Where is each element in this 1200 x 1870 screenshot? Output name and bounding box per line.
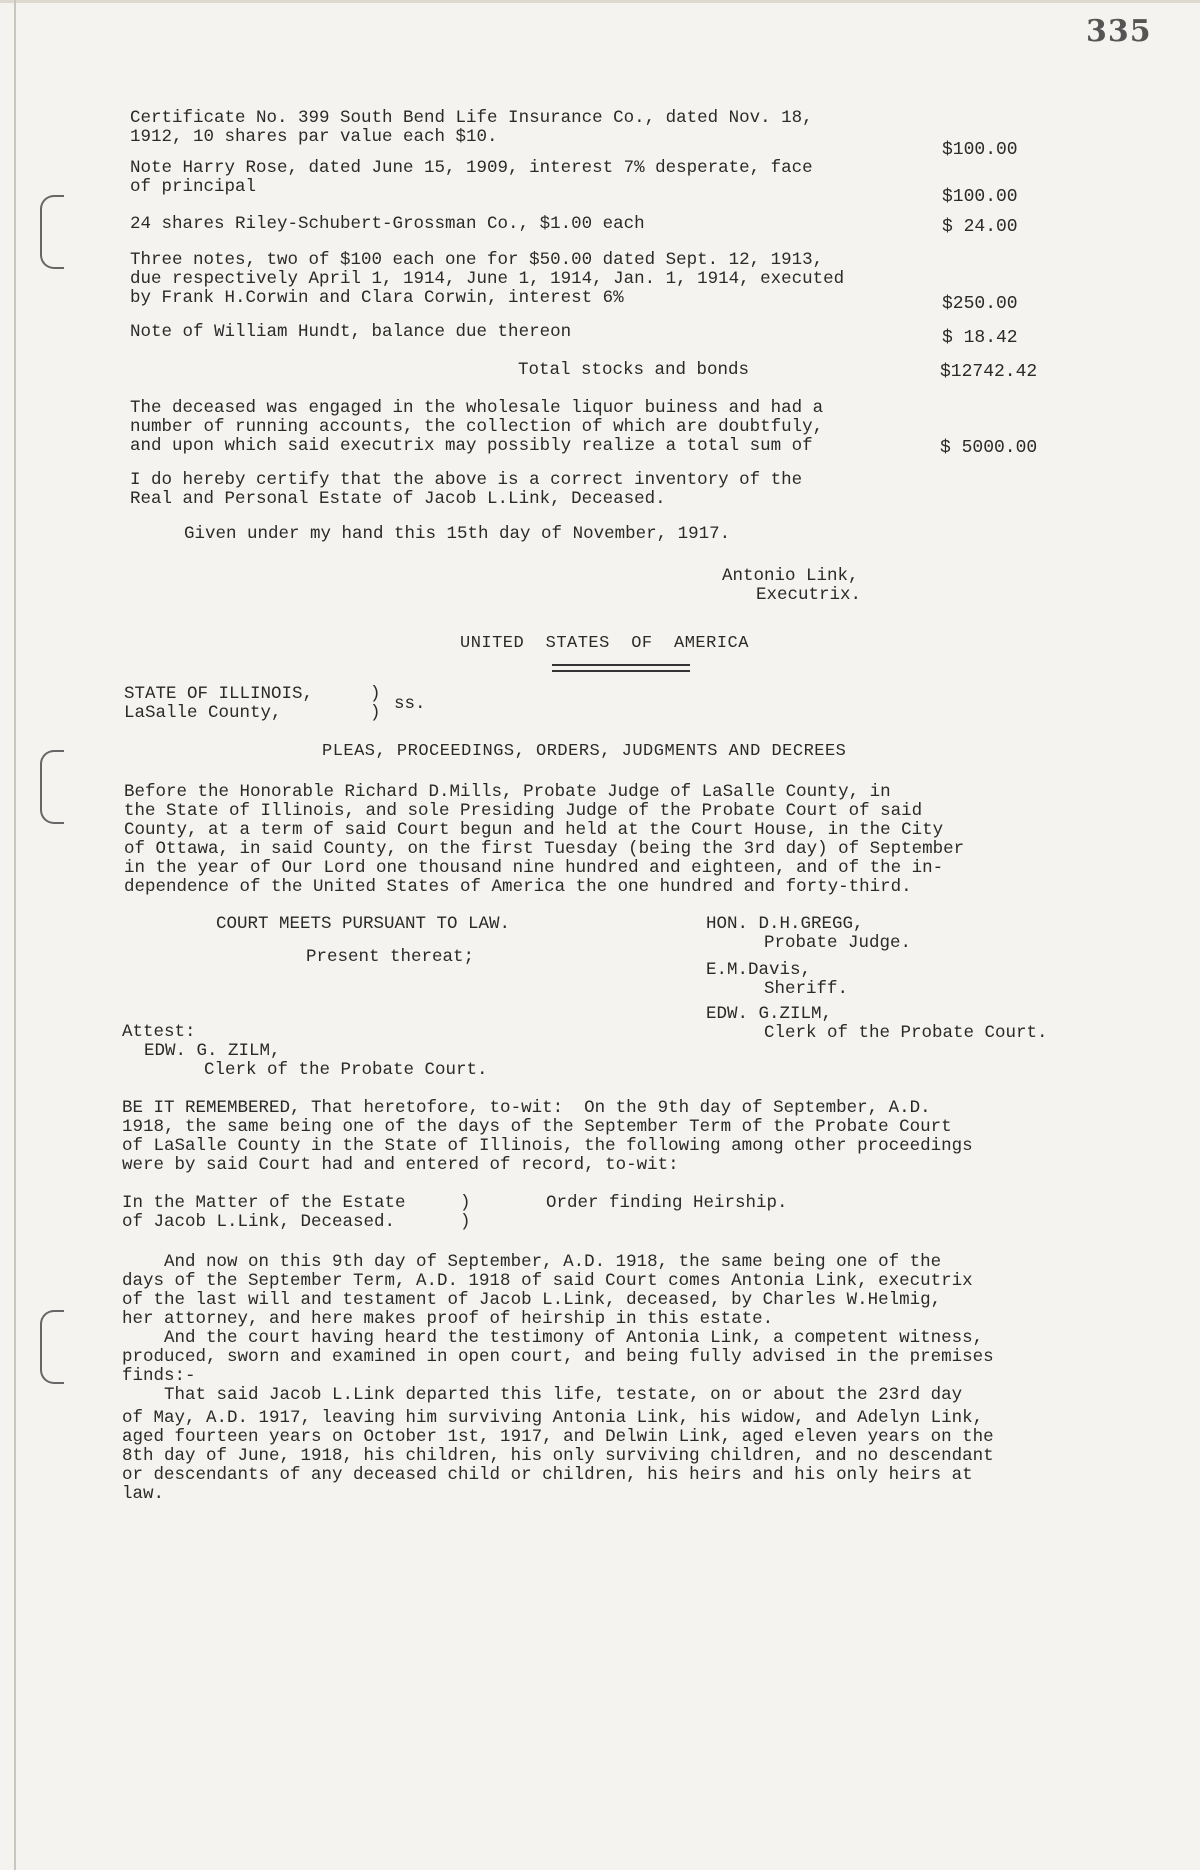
inventory-item-amount: $100.00 (942, 187, 1018, 207)
attest-title: Clerk of the Probate Court. (204, 1060, 488, 1080)
body-line: of May, A.D. 1917, leaving him surviving Antonia Link, his widow, and Adelyn Link, (122, 1408, 984, 1428)
signature-title: Executrix. (756, 585, 862, 605)
certify-line: Real and Personal Estate of Jacob L.Link, Deceased. (130, 489, 666, 509)
venue-bracket: ) (370, 684, 381, 704)
inventory-item-line: Note of William Hundt, balance due thereon (130, 322, 572, 342)
accounts-line: number of running accounts, the collection of which are doubtfuly, (130, 417, 824, 437)
body-line: or descendants of any deceased child or children, his heirs and his only heirs at (122, 1465, 973, 1485)
inventory-item-line: 24 shares Riley-Schubert-Grossman Co., $1.00 each (130, 214, 645, 234)
court-meets: COURT MEETS PURSUANT TO LAW. (216, 914, 511, 934)
page-top-edge (0, 0, 1200, 3)
inventory-item-amount: $250.00 (942, 294, 1018, 314)
officer-title: Sheriff. (764, 979, 849, 999)
body-line: And now on this 9th day of September, A.D. 1918, the same being one of the (122, 1252, 942, 1272)
inventory-item-line: Certificate No. 399 South Bend Life Insurance Co., dated Nov. 18, (130, 108, 813, 128)
body-line: And the court having heard the testimony of Antonia Link, a competent witness, (122, 1328, 984, 1348)
before-line: County, at a term of said Court begun and held at the Court House, in the City (124, 820, 944, 840)
body-line: 8th day of June, 1918, his children, his only surviving children, and no descendant (122, 1446, 994, 1466)
before-line: the State of Illinois, and sole Presiding Judge of the Probate Court of said (124, 801, 923, 821)
remembered-line: were by said Court had and entered of record, to-wit: (122, 1155, 679, 1175)
body-line: of the last will and testament of Jacob L.Link, deceased, by Charles W.Helmig, (122, 1290, 942, 1310)
matter-line: In the Matter of the Estate (122, 1193, 406, 1213)
heading-united-states: UNITED STATES OF AMERICA (460, 634, 749, 653)
remembered-line: BE IT REMEMBERED, That heretofore, to-wit: On the 9th day of September, A.D. (122, 1098, 931, 1118)
officer-name: EDW. G.ZILM, (706, 1004, 833, 1024)
page-number: 335 (1086, 14, 1152, 49)
matter-bracket: ) (460, 1212, 471, 1232)
total-amount: $12742.42 (940, 362, 1038, 382)
body-line: finds:- (122, 1366, 196, 1386)
present-thereat: Present thereat; (306, 947, 475, 967)
venue-bracket: ) (370, 703, 381, 723)
inventory-item-line: of principal (130, 177, 257, 197)
body-line: days of the September Term, A.D. 1918 of said Court comes Antonia Link, executrix (122, 1271, 973, 1291)
officer-title: Clerk of the Probate Court. (764, 1023, 1048, 1043)
heading-pleas: PLEAS, PROCEEDINGS, ORDERS, JUDGMENTS AND DECREES (322, 742, 847, 761)
accounts-amount: $ 5000.00 (940, 438, 1038, 458)
matter-bracket: ) (460, 1193, 471, 1213)
inventory-item-amount: $ 18.42 (942, 328, 1018, 348)
heading-underline (552, 664, 690, 666)
body-line: produced, sworn and examined in open court, and being fully advised in the premises (122, 1347, 994, 1367)
inventory-item-line: by Frank H.Corwin and Clara Corwin, interest 6% (130, 288, 624, 308)
body-line: law. (122, 1484, 165, 1504)
matter-line: of Jacob L.Link, Deceased. (122, 1212, 396, 1232)
remembered-line: 1918, the same being one of the days of the September Term of the Probate Court (122, 1117, 952, 1137)
officer-title: Probate Judge. (764, 933, 912, 953)
before-line: Before the Honorable Richard D.Mills, Probate Judge of LaSalle County, in (124, 782, 891, 802)
binder-ring-mark (40, 1310, 64, 1384)
attest-name: EDW. G. ZILM, (144, 1041, 281, 1061)
binder-ring-mark (40, 195, 64, 269)
officer-name: HON. D.H.GREGG, (706, 914, 864, 934)
inventory-item-line: due respectively April 1, 1914, June 1, 1914, Jan. 1, 1914, executed (130, 269, 845, 289)
given-line: Given under my hand this 15th day of November, 1917. (184, 524, 731, 544)
venue-county: LaSalle County, (124, 703, 282, 723)
binder-ring-mark (40, 750, 64, 824)
body-line: aged fourteen years on October 1st, 1917, and Delwin Link, aged eleven years on the (122, 1427, 994, 1447)
before-line: of Ottawa, in said County, on the first Tuesday (being the 3rd day) of September (124, 839, 965, 859)
inventory-item-line: 1912, 10 shares par value each $10. (130, 127, 498, 147)
body-line: her attorney, and here makes proof of heirship in this estate. (122, 1309, 774, 1329)
before-line: in the year of Our Lord one thousand nine hundred and eighteen, and of the in- (124, 858, 944, 878)
inventory-item-amount: $ 24.00 (942, 217, 1018, 237)
before-line: dependence of the United States of America the one hundred and forty-third. (124, 877, 912, 897)
certify-line: I do hereby certify that the above is a correct inventory of the (130, 470, 803, 490)
officer-name: E.M.Davis, (706, 960, 812, 980)
accounts-line: The deceased was engaged in the wholesale liquor buiness and had a (130, 398, 824, 418)
body-line: That said Jacob L.Link departed this life, testate, on or about the 23rd day (122, 1385, 963, 1405)
heading-underline (552, 670, 690, 672)
inventory-item-amount: $100.00 (942, 140, 1018, 160)
remembered-line: of LaSalle County in the State of Illinois, the following among other proceedings (122, 1136, 973, 1156)
matter-order: Order finding Heirship. (546, 1193, 788, 1213)
venue-ss: ss. (394, 694, 426, 714)
inventory-item-line: Three notes, two of $100 each one for $50.00 dated Sept. 12, 1913, (130, 250, 824, 270)
binding-edge (14, 0, 16, 1870)
total-label: Total stocks and bonds (518, 360, 750, 380)
inventory-item-line: Note Harry Rose, dated June 15, 1909, interest 7% desperate, face (130, 158, 813, 178)
accounts-line: and upon which said executrix may possibly realize a total sum of (130, 436, 813, 456)
venue-state: STATE OF ILLINOIS, (124, 684, 314, 704)
attest-label: Attest: (122, 1022, 196, 1042)
signature-name: Antonio Link, (722, 566, 859, 586)
